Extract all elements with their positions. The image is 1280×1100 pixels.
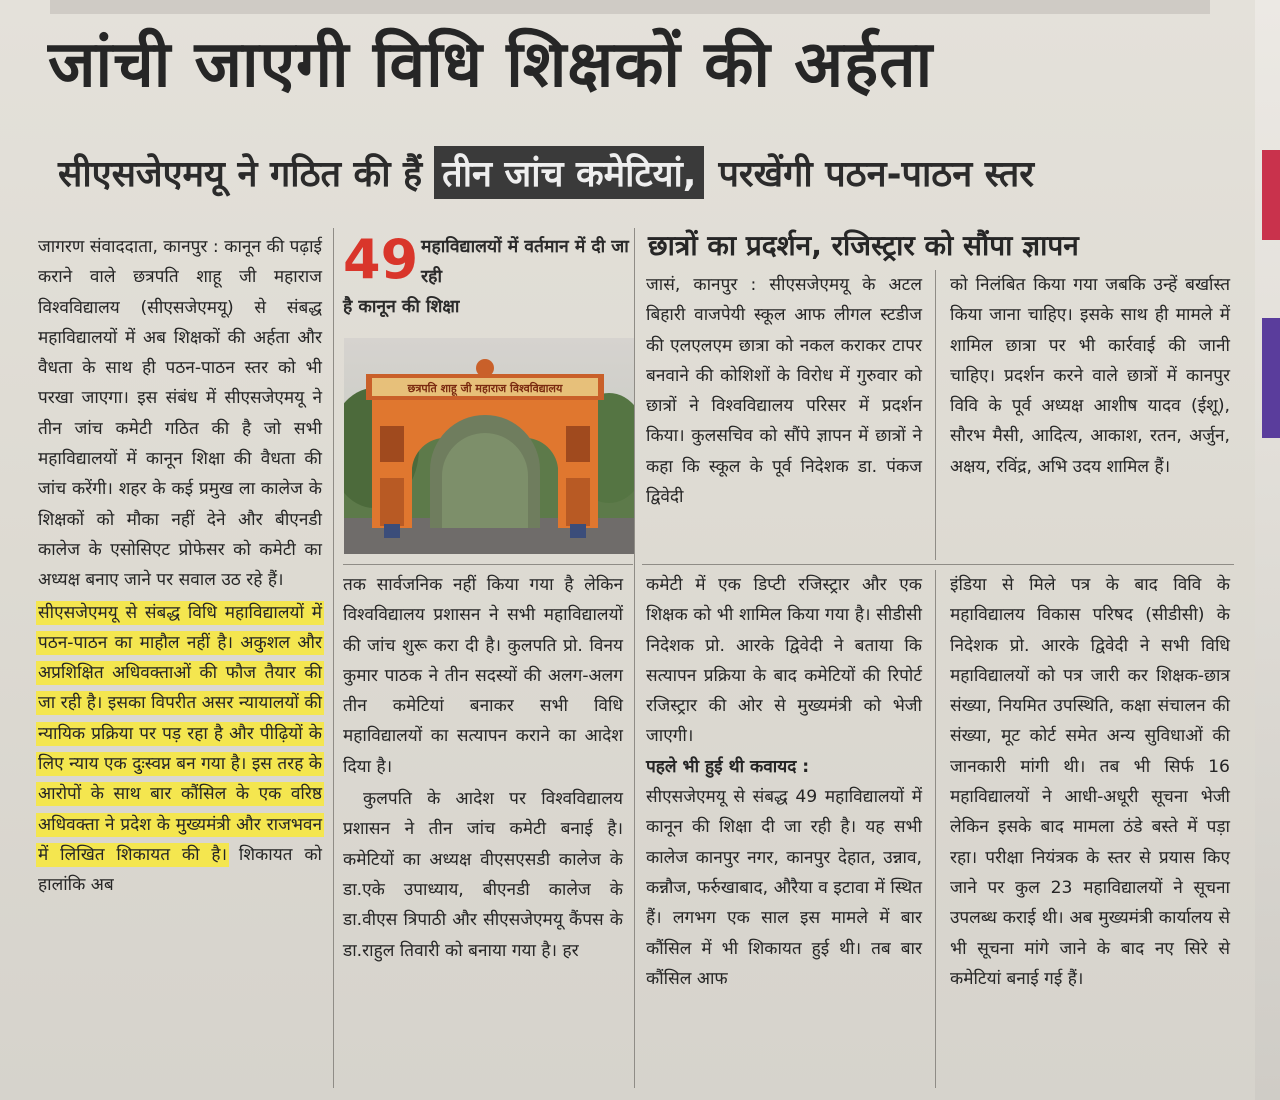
fact-number: 49	[343, 228, 419, 291]
subhead-boxed: तीन जांच कमेटियां,	[434, 146, 704, 199]
col1-para1: जागरण संवाददाता, कानपुर : कानून की पढ़ाई कराने वाले छत्रपति शाहू जी महाराज विश्वविद्यालय (सीएसजेएमयू) से संबद्ध महाविद्यालयों में अब शिक्षकों की अर्हता और वैधता के साथ ही पठन-पाठन स्तर को भी परखा जाएगा। इस संबंध में सीएसजेएमयू ने तीन जांच कमेटी गठित की है जो सभी महाविद्यालयों में कानून शिक्षा की वैधता की जांच करेंगी। शहर के कई प्रमुख ला कालेज के शिक्षकों को मौका नहीं देने और बीएनडी कालेज के एसोसिएट प्रोफेसर को कमेटी का अध्यक्ष बनाए जाने पर सवाल उठ रहे हैं।	[38, 237, 322, 591]
col3-para1: कमेटी में एक डिप्टी रजिस्ट्रार और एक शिक्षक को भी शामिल किया गया है। सीडीसी निदेशक प्रो. आरके द्विवेदी ने बताया कि सत्यापन प्रक्रिया के बाद कमेटियों की रिपोर्ट रजिस्ट्रार की ओर से मुख्यमंत्री को भेजी जाएगी।	[646, 575, 922, 747]
gate-sign: छत्रपति शाहू जी महाराज विश्वविद्यालय	[407, 382, 563, 395]
edge-blue-mark	[1262, 318, 1280, 438]
top-strip	[50, 0, 1210, 14]
photo-divider	[343, 564, 633, 565]
headline: जांची जाएगी विधि शिक्षकों की अर्हता	[48, 28, 934, 102]
column-4	[950, 570, 1230, 994]
col4-para1: इंडिया से मिले पत्र के बाद विवि के महाविद्यालय विकास परिषद (सीडीसी) के निदेशक प्रो. आरके द्विवेदी ने सभी विधि महाविद्यालयों को पत्र जारी कर शिक्षक-छात्र संख्या, नियमित उपस्थिति, कक्षा संचालन की संख्या, मूट कोर्ट समेत अन्य सुविधाओं की जानकारी मांगी थी। तब भी सिर्फ 16 महाविद्यालयों ने आधी-अधूरी सूचना भेजी लेकिन इसके बाद मामला ठंडे बस्ते में पड़ा रहा। परीक्षा नियंत्रक के स्तर से प्रयास किए जाने पर कुल 23 महाविद्यालयों ने सूचना उपलब्ध कराई थी। अब मुख्यमंत्री कार्यालय से भी सूचना मांगे जाने के बाद नए सिरे से कमेटियां बनाई गई हैं।	[950, 575, 1230, 989]
col3-para2: सीएसजेएमयू से संबद्ध 49 महाविद्यालयों में कानून की शिक्षा दी जा रही है। यह सभी कालेज कानपुर नगर, कानपुर देहात, उन्नाव, कन्नौज, फर्रुखाबाद, औरैया व इटावा में स्थित हैं। लगभग एक साल इस मामले में बार कौंसिल में भी शिकायत हुई थी। तब बार कौंसिल आफ	[646, 787, 922, 989]
column-2	[343, 570, 623, 966]
col3-subheading: पहले भी हुई थी कवायद :	[646, 756, 810, 777]
edge-red-mark	[1262, 150, 1280, 240]
side-story-headline: छात्रों का प्रदर्शन, रजिस्ट्रार को सौंपा ज्ञापन	[648, 229, 1079, 262]
side-divider	[935, 270, 936, 560]
side-story-divider	[642, 564, 1234, 565]
university-gate-photo	[344, 338, 634, 554]
col2-para1: तक सार्वजनिक नहीं किया गया है लेकिन विश्वविद्यालय प्रशासन ने सभी महाविद्यालयों की जांच शुरू करा दी है। कुलपति प्रो. विनय कुमार पाठक ने तीन सदस्यों की अलग-अलग तीन कमेटियां बनाकर सभी विधि महाविद्यालयों का सत्यापन कराने का आदेश दिया है।	[343, 575, 623, 777]
column-divider	[333, 228, 334, 1088]
column-1	[38, 232, 322, 901]
side-col-b-text: को निलंबित किया गया जबकि उन्हें बर्खास्त किया जाना चाहिए। इसके साथ ही मामले में शामिल छात्रा पर भी कार्रवाई की जानी चाहिए। प्रदर्शन करने वाले छात्रों में कानपुर विवि के पूर्व अध्यक्ष आशीष यादव (ईशू), सौरभ मैसी, आदित्य, आकाश, रतन, अर्जुन, अक्षय, रविंद्र, अभि उदय शामिल हैं।	[950, 275, 1230, 477]
subheadline	[58, 144, 1034, 200]
fact-box	[343, 228, 633, 328]
subhead-part2: परखेंगी पठन-पाठन स्तर	[718, 153, 1034, 195]
fact-text-bottom: है कानून की शिक्षा	[343, 297, 460, 317]
side-story-col-a	[646, 270, 922, 512]
side-story-col-b	[950, 270, 1230, 482]
fact-text-top: महाविद्यालयों में वर्तमान में दी जा रही	[421, 237, 629, 287]
column-divider	[935, 570, 936, 1088]
col2-para2: कुलपति के आदेश पर विश्वविद्यालय प्रशासन ने तीन जांच कमेटी बनाई है। कमेटियों का अध्यक्ष वीएसएसडी कालेज के डा.एके उपाध्याय, बीएनडी कालेज के डा.वीएस त्रिपाठी और सीएसजेएमयू कैंपस के डा.राहुल तिवारी को बनाया गया है। हर	[343, 789, 623, 961]
col1-para2-tail: शिकायत को हालांकि अब	[38, 844, 322, 896]
column-3	[646, 570, 922, 994]
subhead-part1: सीएसजेएमयू ने गठित की हैं	[58, 153, 423, 195]
col1-para2	[38, 598, 322, 901]
side-col-a-text: जासं, कानपुर : सीएसजेएमयू के अटल बिहारी वाजपेयी स्कूल आफ लीगल स्टडीज की एलएलएम छात्रा को नकल कराकर टापर बनवाने की कोशिशों के विरोध में गुरुवार को छात्रों ने विश्वविद्यालय परिसर में प्रदर्शन किया। कुलसचिव को सौंपे ज्ञापन में छात्रों ने कहा कि स्कूल के पूर्व निदेशक डा. पंकज द्विवेदी	[646, 275, 922, 508]
column-divider	[634, 228, 635, 1088]
highlighted-passage: सीएसजेएमयू से संबद्ध विधि महाविद्यालयों में पठन-पाठन का माहौल नहीं है। अकुशल और अप्रशिक्षित अधिवक्ताओं की फौज तैयार की जा रही है। इसका विपरीत असर न्यायालयों की न्यायिक प्रक्रिया पर पड़ रहा है और पीढ़ियों के लिए न्याय एक दुःस्वप्न बन गया है। इस तरह के आरोपों के साथ बार कौंसिल के एक वरिष्ठ अधिवक्ता ने प्रदेश के मुख्यमंत्री और राजभवन में लिखित शिकायत की है।	[38, 602, 322, 865]
